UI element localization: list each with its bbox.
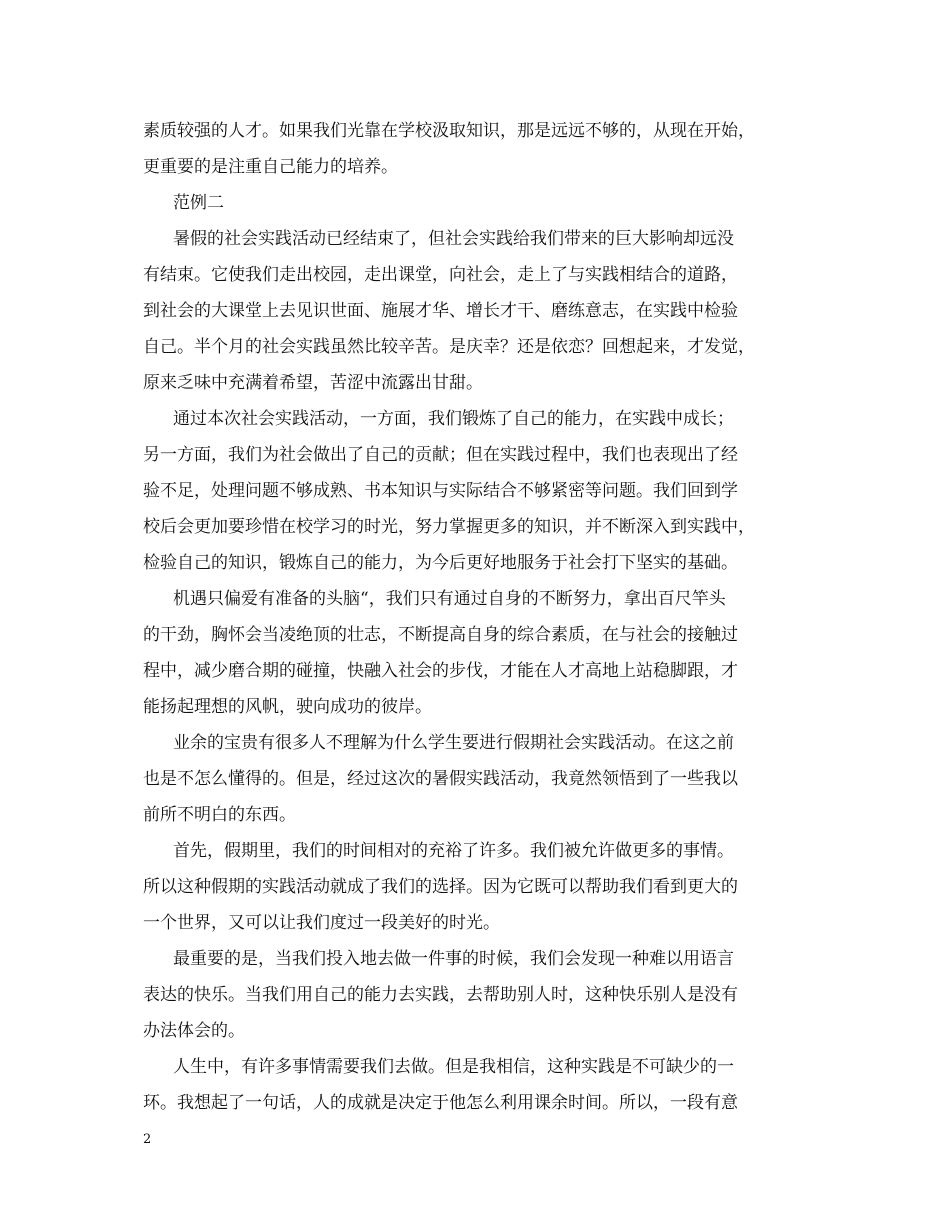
text-line: 也是不怎么懂得的。但是，经过这次的暑假实践活动，我竟然领悟到了一些我以 <box>143 769 738 789</box>
text-line: 前所不明白的东西。 <box>143 805 296 825</box>
text-line: 的干劲，胸怀会当凌绝顶的壮志，不断提高自身的综合素质，在与社会的接触过 <box>143 625 738 645</box>
text-line: 自己。半个月的社会实践虽然比较辛苦。是庆幸？还是依恋？回想起来，才发觉， <box>143 337 755 357</box>
text-line: 素质较强的人才。如果我们光靠在学校汲取知识，那是远远不够的，从现在开始， <box>143 121 755 141</box>
text-line: 首先，假期里，我们的时间相对的充裕了许多。我们被允许做更多的事情。 <box>173 841 734 861</box>
text-line: 所以这种假期的实践活动就成了我们的选择。因为它既可以帮助我们看到更大的 <box>143 877 738 897</box>
text-line: 办法体会的。 <box>143 1021 245 1041</box>
text-line: 有结束。它使我们走出校园，走出课堂，向社会，走上了与实践相结合的道路， <box>143 265 738 285</box>
text-line: 表达的快乐。当我们用自己的能力去实践，去帮助别人时，这种快乐别人是没有 <box>143 985 738 1005</box>
text-line: 最重要的是，当我们投入地去做一件事的时候，我们会发现一种难以用语言 <box>173 949 734 969</box>
text-line: 通过本次社会实践活动，一方面，我们锻炼了自己的能力，在实践中成长； <box>173 409 734 429</box>
text-line: 机遇只偏爱有准备的头脑“，我们只有通过自身的不断努力，拿出百尺竿头 <box>173 589 726 609</box>
text-line: 校后会更加要珍惜在校学习的时光，努力掌握更多的知识，并不断深入到实践中， <box>143 517 755 537</box>
text-line: 一个世界，又可以让我们度过一段美好的时光。 <box>143 913 500 933</box>
page-number: 2 <box>143 1132 152 1147</box>
text-line: 检验自己的知识，锻炼自己的能力，为今后更好地服务于社会打下坚实的基础。 <box>143 553 738 573</box>
text-line: 验不足，处理问题不够成熟、书本知识与实际结合不够紧密等问题。我们回到学 <box>143 481 738 501</box>
text-line: 能扬起理想的风帆，驶向成功的彼岸。 <box>143 697 432 717</box>
text-line: 人生中，有许多事情需要我们去做。但是我相信，这种实践是不可缺少的一 <box>173 1057 734 1077</box>
text-line: 暑假的社会实践活动已经结束了，但社会实践给我们带来的巨大影响却远没 <box>173 229 734 249</box>
text-line: 业余的宝贵有很多人不理解为什么学生要进行假期社会实践活动。在这之前 <box>173 733 734 753</box>
text-line: 程中，减少磨合期的碰撞，快融入社会的步伐，才能在人才高地上站稳脚跟，才 <box>143 661 738 681</box>
text-line: 环。我想起了一句话，人的成就是决定于他怎么利用课余时间。所以，一段有意 <box>143 1093 738 1113</box>
text-line: 到社会的大课堂上去见识世面、施展才华、增长才干、磨练意志，在实践中检验 <box>143 301 738 321</box>
text-line: 原来乏味中充满着希望，苦涩中流露出甘甜。 <box>143 373 483 393</box>
section-heading: 范例二 <box>173 193 224 213</box>
document-body <box>143 113 823 1121</box>
text-line: 另一方面，我们为社会做出了自己的贡献；但在实践过程中，我们也表现出了经 <box>143 445 738 465</box>
text-line: 更重要的是注重自己能力的培养。 <box>143 157 398 177</box>
